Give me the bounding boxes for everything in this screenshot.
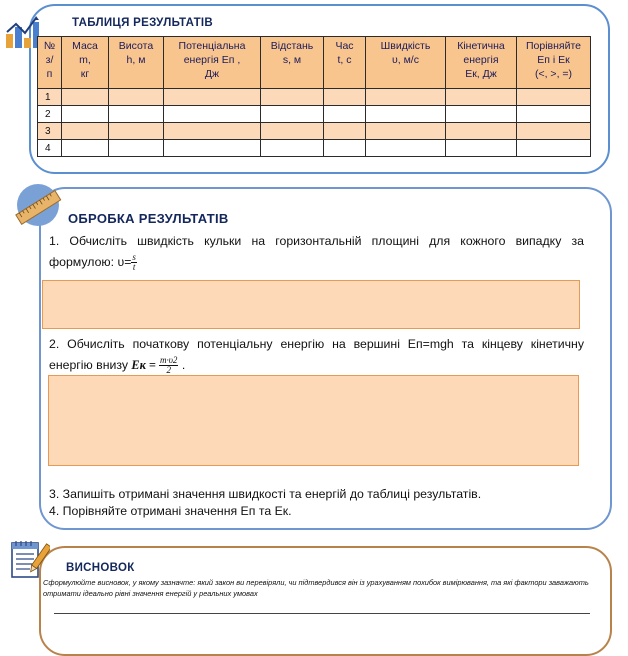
bar-chart-icon: [4, 14, 40, 50]
column-header-line: Кінетична: [457, 40, 505, 52]
velocity-formula: [131, 253, 137, 272]
table-cell[interactable]: [62, 106, 109, 123]
table-cell[interactable]: [164, 123, 261, 140]
table-row: [38, 89, 591, 106]
column-header-line: Час: [335, 40, 354, 52]
table-cell[interactable]: [366, 140, 446, 157]
column-header-line: Eп і Eк: [537, 54, 570, 66]
step-2-text: [49, 334, 584, 376]
answer-box-velocity[interactable]: [42, 280, 580, 329]
table-cell[interactable]: [164, 89, 261, 106]
column-header-line: Маса: [72, 40, 98, 52]
step-4-text: 4. Порівняйте отримані значення Eп та Eк.: [49, 504, 292, 518]
step-2-label: 2. Обчисліть початкову потенціальну енергію на вершині Eп=mgh та кінцеву кінетичну енергію внизу: [49, 337, 584, 372]
row-number: 3: [38, 123, 62, 140]
table-cell[interactable]: [164, 106, 261, 123]
formula-denominator: t: [132, 262, 136, 273]
column-header-line: Потенціальна: [178, 40, 246, 52]
table-cell[interactable]: [324, 123, 366, 140]
table-cell[interactable]: [517, 140, 591, 157]
conclusion-prompt: Сформулюйте висновок, у якому зазначте: який закон ви перевіряли, чи підтвердився він із урахуванням похибок вимірювання, та які фактори заважають отримати ідеально рівні значення енергій у реальних умовах: [43, 578, 589, 598]
formula-denominator: 2: [166, 365, 171, 376]
column-header-line: Висота: [118, 40, 154, 52]
step-1-label: 1. Обчисліть швидкість кульки на горизонтальній площині для кожного випадку за формулою: υ=: [49, 234, 584, 269]
column-header-line: кг: [80, 68, 90, 80]
column-header-line: s, м: [282, 54, 302, 66]
conclusion-title: ВИСНОВОК: [66, 562, 135, 574]
column-header-line: t, с: [337, 54, 352, 66]
table-cell[interactable]: [109, 123, 164, 140]
table-cell[interactable]: [324, 140, 366, 157]
column-header: [62, 37, 109, 89]
table-cell[interactable]: [446, 140, 517, 157]
column-header: [366, 37, 446, 89]
column-header: [164, 37, 261, 89]
table-cell[interactable]: [366, 106, 446, 123]
column-header-line: Порівняйте: [525, 40, 582, 52]
row-number: 2: [38, 106, 62, 123]
results-table: [37, 36, 591, 157]
table-header-row: [38, 37, 591, 89]
column-header-line: енергія Eп ,: [183, 54, 241, 66]
results-table-title: ТАБЛИЦЯ РЕЗУЛЬТАТІВ: [72, 17, 214, 29]
column-header-line: Відстань: [270, 40, 314, 52]
formula-numerator: s: [132, 252, 136, 263]
column-header: [261, 37, 324, 89]
table-cell[interactable]: [517, 123, 591, 140]
column-header-line: m,: [79, 54, 91, 66]
table-cell[interactable]: [261, 106, 324, 123]
column-header: [109, 37, 164, 89]
table-cell[interactable]: [517, 106, 591, 123]
column-header-line: енергія: [463, 54, 499, 66]
row-number: 1: [38, 89, 62, 106]
processing-title: ОБРОБКА РЕЗУЛЬТАТІВ: [68, 211, 229, 226]
table-cell[interactable]: [261, 140, 324, 157]
kinetic-energy-symbol: Eк =: [131, 358, 160, 372]
table-cell[interactable]: [62, 140, 109, 157]
formula-numerator: m·υ2: [160, 355, 178, 366]
step-1-text: [49, 231, 584, 273]
answer-box-energy[interactable]: [48, 375, 579, 466]
table-cell[interactable]: [261, 89, 324, 106]
column-header-line: Швидкість: [380, 40, 431, 52]
row-number: 4: [38, 140, 62, 157]
table-cell[interactable]: [109, 106, 164, 123]
table-cell[interactable]: [446, 106, 517, 123]
column-header-line: υ, м/с: [392, 54, 419, 66]
table-row: [38, 140, 591, 157]
notepad-icon: [8, 537, 50, 581]
column-header-line: (<, >, =): [534, 68, 573, 80]
table-cell[interactable]: [324, 106, 366, 123]
table-row: [38, 123, 591, 140]
table-cell[interactable]: [164, 140, 261, 157]
table-cell[interactable]: [109, 140, 164, 157]
column-header-line: h, м: [126, 54, 146, 66]
table-cell[interactable]: [366, 89, 446, 106]
table-cell[interactable]: [261, 123, 324, 140]
table-cell[interactable]: [446, 123, 517, 140]
table-cell[interactable]: [109, 89, 164, 106]
column-header-line: п: [46, 68, 53, 80]
table-cell[interactable]: [446, 89, 517, 106]
writing-line[interactable]: [54, 613, 590, 614]
column-header-line: з/: [45, 54, 54, 66]
table-cell[interactable]: [517, 89, 591, 106]
table-cell[interactable]: [366, 123, 446, 140]
kinetic-formula: [159, 356, 178, 375]
column-header: [517, 37, 591, 89]
step-3-text: 3. Запишіть отримані значення швидкості та енергій до таблиці результатів.: [49, 487, 482, 501]
column-header: [446, 37, 517, 89]
table-row: [38, 106, 591, 123]
column-header: [38, 37, 62, 89]
ruler-icon: [12, 183, 62, 229]
column-header-line: Eк, Дж: [465, 68, 497, 80]
table-cell[interactable]: [62, 123, 109, 140]
step-2-tail: .: [178, 358, 186, 372]
column-header-line: №: [43, 40, 56, 52]
table-cell[interactable]: [324, 89, 366, 106]
column-header-line: Дж: [204, 68, 220, 80]
table-cell[interactable]: [62, 89, 109, 106]
column-header: [324, 37, 366, 89]
